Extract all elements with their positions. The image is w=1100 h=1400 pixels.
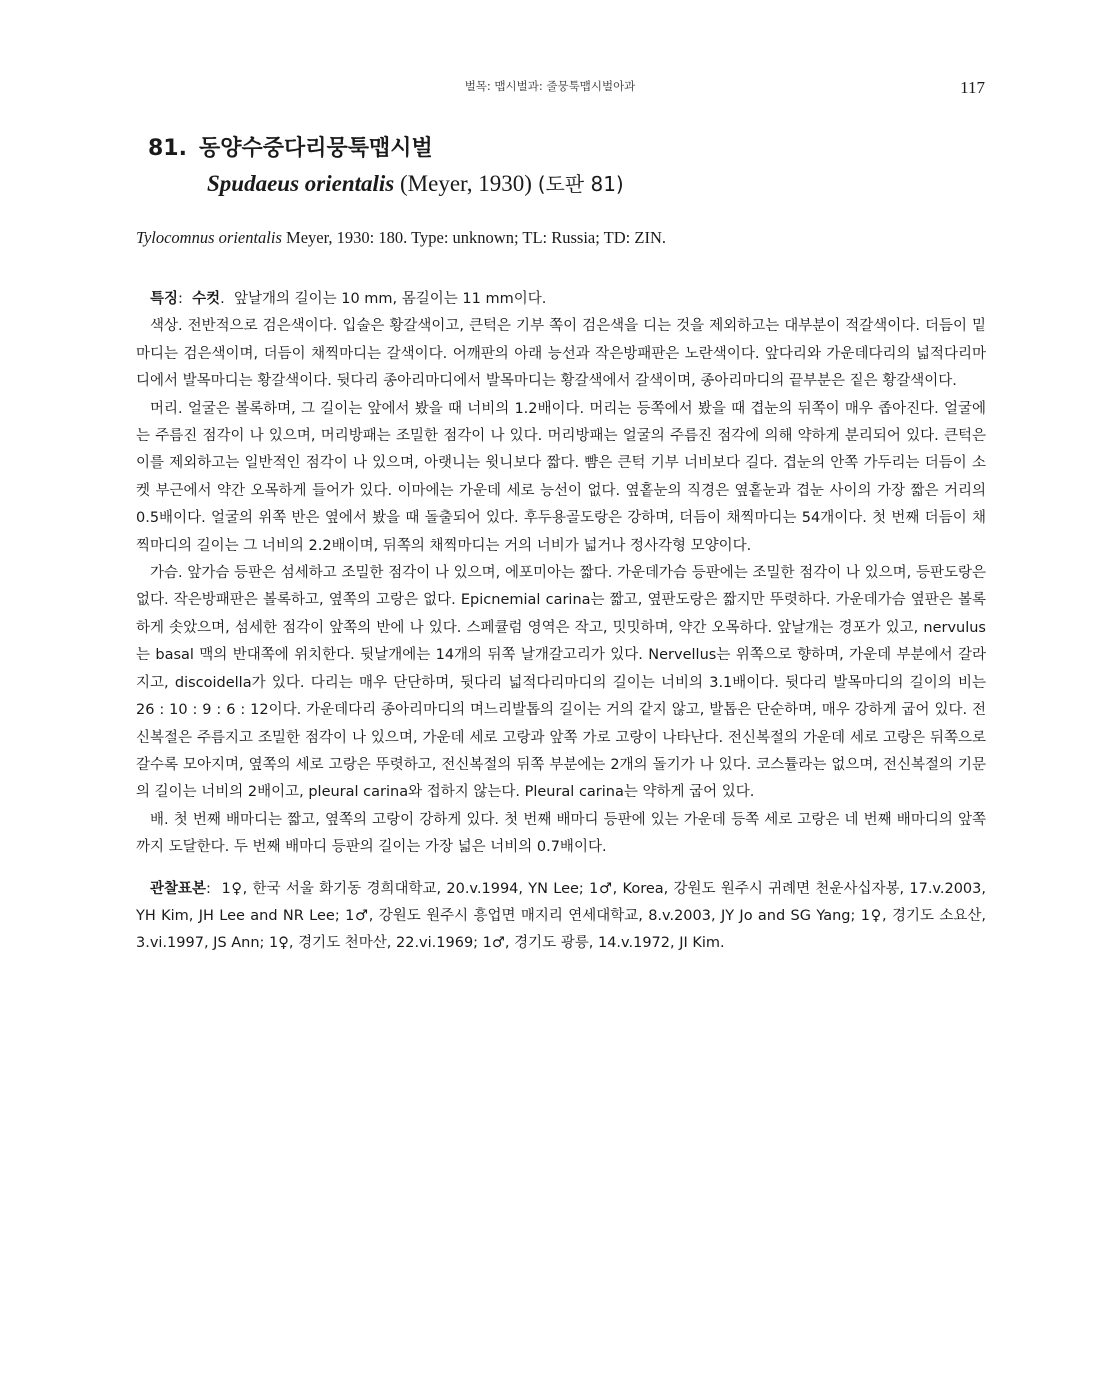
color-paragraph: 색상. 전반적으로 검은색이다. 입술은 황갈색이고, 큰턱은 기부 쪽이 검은색을 디는 것을 제외하고는 대부분이 적갈색이다. 더듬이 밑마디는 검은색이며, 더듬이 채찍마디는 갈색이다. 어깨판의 아래 능선과 작은방패판은 노란색이다. 앞다리와 가운데다리의 넓적다리마디에서 발목마디는 황갈색이다. 뒷다리 종아리마디에서 발목마디는 황갈색에서 갈색이며, 종아리마디의 끝부분은 짙은 황갈색이다. (136, 318, 986, 390)
thorax-paragraph: 가슴. 앞가슴 등판은 섬세하고 조밀한 점각이 나 있으며, 에포미아는 짧다. 가운데가슴 등판에는 조밀한 점각이 나 있으며, 등판도랑은 없다. 작은방패판은 볼록하고, 옆쪽의 고랑은 없다. Epicnemial carina는 짧고, 옆판도랑은 짧지만 뚜렷하다. 가운데가슴 옆판은 볼록하게 솟았으며, 섬세한 점각이 앞쪽의 반에 나 있다. 스페큘럼 영역은 작고, 밋밋하며, 약간 오목하다. 앞날개는 경포가 있고, nervulus는 basal 맥의 반대쪽에 위치한다. 뒷날개에는 14개의 뒤쪽 날개갈고리가 있다. Nervellus는 위쪽으로 향하며, 가운데 부분에서 갈라지고, discoidella가 있다. 다리는 매우 단단하며, 뒷다리 넓적다리마디의 길이는 너비의 3.1배이다. 뒷다리 발목마디의 길이의 비는 26 : 10 : 9 : 6 : 12이다. 가운데다리 종아리마디의 며느리발톱의 길이는 거의 같지 않고, 발톱은 단순하며, 매우 강하게 굽어 있다. 전신복절은 주름지고 조밀한 점각이 나 있으며, 가운데 세로 고랑과 앞쪽 가로 고랑이 나타난다. 전신복절의 가운데 세로 고랑은 뒤쪽으로 갈수록 모아지며, 옆쪽의 세로 고랑은 뚜렷하고, 전신복절의 뒤쪽 부분에는 2개의 돌기가 나 있다. 코스튤라는 없으며, 전신복절의 기문의 길이는 너비의 2배이고, pleural carina와 접하지 않는다. Pleural carina는 약하게 굽어 있다. (136, 565, 986, 801)
material-paragraph: 관찰표본: 1♀, 한국 서울 화기동 경희대학교, 20.v.1994, YN Lee; 1♂, Korea, 강원도 원주시 귀례면 천운사십자봉, 17.v.2003, YH Kim, JH Lee and NR Lee; 1♂, 강원도 원주시 흥업면 매지리 연세대학교, 8.v.2003, JY Jo and SG Yang; 1♀, 경기도 소요산, 3.vi.1997, JS Ann; 1♀, 경기도 천마산, 22.vi.1969; 1♂, 경기도 광릉, 14.v.1972, JI Kim. (136, 880, 986, 952)
head-paragraph: 머리. 얼굴은 볼록하며, 그 길이는 앞에서 봤을 때 너비의 1.2배이다. 머리는 등쪽에서 봤을 때 겹눈의 뒤쪽이 매우 좁아진다. 얼굴에는 주름진 점각이 나 있으며, 머리방패는 조밀한 점각이 나 있다. 머리방패는 얼굴의 주름진 점각에 의해 약하게 분리되어 있다. 큰턱은 이를 제외하고는 일반적인 점각이 나 있으며, 아랫니는 윗니보다 짧다. 뺨은 큰턱 기부 너비보다 길다. 겹눈의 안쪽 가두리는 더듬이 소켓 부근에서 약간 오목하게 들어가 있다. 이마에는 가운데 세로 능선이 없다. 옆홑눈의 직경은 옆홑눈과 겹눈 사이의 가장 짧은 거리의 0.5배이다. 얼굴의 위쪽 반은 옆에서 봤을 때 돌출되어 있다. 후두용골도랑은 강하며, 더듬이 채찍마디는 54개이다. 첫 번째 더듬이 채찍마디의 길이는 그 너비의 2.2배이며, 뒤쪽의 채찍마디는 거의 너비가 넓거나 정사각형 모양이다. (136, 400, 986, 554)
species-scientific-title (207, 168, 624, 197)
author-citation: (Meyer, 1930) (400, 171, 532, 196)
material-label: 관찰표본 (150, 880, 207, 897)
species-korean-title (148, 131, 624, 162)
scientific-name: Spudaeus orientalis (207, 171, 395, 196)
species-title (148, 131, 624, 197)
synonym-name: Tylocomnus orientalis (136, 228, 282, 247)
running-head: 벌목: 맵시벌과: 줄뭉툭맵시벌아과 (464, 79, 636, 93)
species-description (136, 286, 986, 958)
plate-reference: (도판 81) (537, 172, 624, 196)
korean-name: 동양수중다리뭉툭맵시벌 (198, 136, 433, 161)
diagnosis-intro-text: 앞날개의 길이는 10 mm, 몸길이는 11 mm이다. (233, 291, 547, 307)
page-number: 117 (960, 78, 985, 97)
synonym-line (136, 228, 666, 248)
abdomen-paragraph: 배. 첫 번째 배마디는 짧고, 옆쪽의 고랑이 강하게 있다. 첫 번째 배마디 등판에 있는 가운데 등쪽 세로 고랑은 네 번째 배마디의 앞쪽까지 도달한다. 두 번째 배마디 등판의 길이는 가장 넓은 너비의 0.7배이다. (136, 811, 986, 856)
material-text: 1♀, 한국 서울 화기동 경희대학교, 20.v.1994, YN Lee; 1♂, Korea, 강원도 원주시 귀례면 천운사십자봉, 17.v.2003, YH Kim, JH Lee and NR Lee; 1♂, 강원도 원주시 흥업면 매지리 연세대학교, 8.v.2003, JY Jo and SG Yang; 1♀, 경기도 소요산, 3.vi.1997, JS Ann; 1♀, 경기도 천마산, 22.vi.1969; 1♂, 경기도 광릉, 14.v.1972, JI Kim. (136, 880, 986, 952)
diagnosis-intro: 특징: 수컷. 앞날개의 길이는 10 mm, 몸길이는 11 mm이다. (150, 291, 547, 307)
section-gap (136, 862, 986, 876)
synonym-citation: Meyer, 1930: 180. Type: unknown; TL: Russia; TD: ZIN. (281, 228, 666, 247)
species-number: 81. (148, 136, 187, 161)
sex-label: 수컷 (192, 291, 221, 307)
diagnosis-label: 특징 (150, 291, 179, 307)
